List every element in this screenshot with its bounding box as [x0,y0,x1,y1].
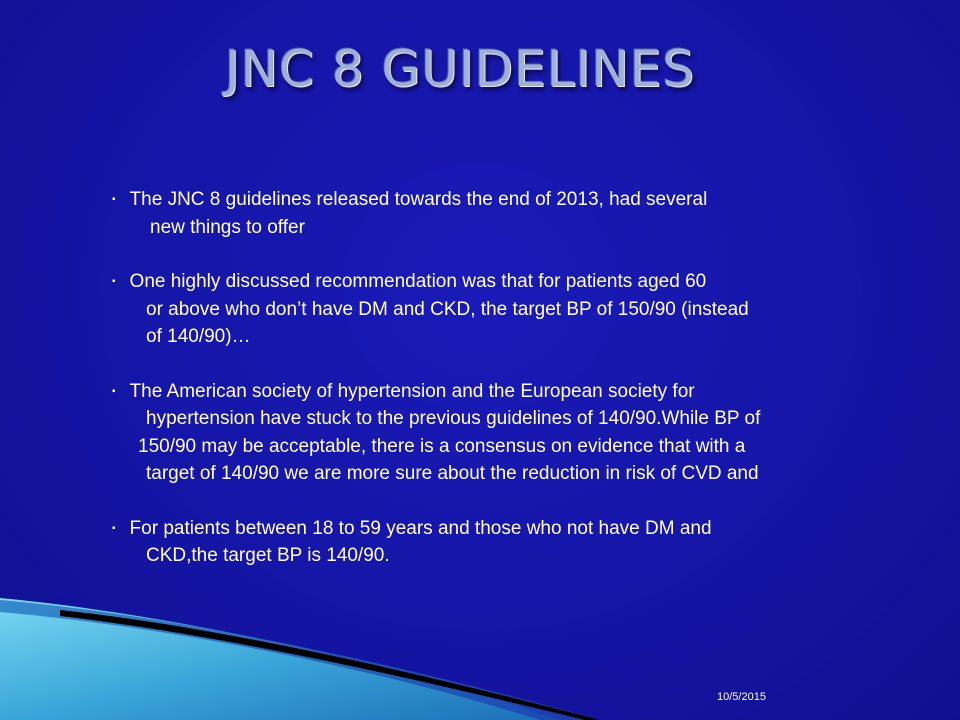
slide-date: 10/5/2015 [717,691,766,703]
paragraph-line: For patients between 18 to 59 years and those who not have DM and [129,517,712,539]
square-bullet-icon: ▪ [112,385,116,397]
paragraph-line: CKD,the target BP is 140/90. [146,545,390,566]
bullet-line [112,186,942,214]
square-bullet-icon: ▪ [112,276,116,287]
slide-body [112,186,942,570]
paragraph-line: The JNC 8 guidelines released towards the end of 2013, had several [129,189,708,210]
square-bullet-icon: ▪ [112,522,116,534]
bullet-line [112,378,942,406]
bullet-line [112,268,942,296]
square-bullet-icon: ▪ [112,194,116,205]
bullet-paragraph [112,378,942,488]
paragraph-line: 150/90 may be acceptable, there is a consensus on evidence that with a [138,435,746,457]
bullet-paragraph [112,268,942,351]
paragraph-line: The American society of hypertension and the European society for [129,380,695,402]
paragraph-line: hypertension have stuck to the previous guidelines of 140/90.While BP of [146,408,761,429]
paragraph-line: One highly discussed recommendation was that for patients aged 60 [129,271,707,292]
paragraph-line: or above who don’t have DM and CKD, the target BP of 150/90 (instead [146,298,749,320]
paragraph-line: of 140/90)… [146,326,251,347]
bullet-paragraph [112,186,942,241]
bullet-line [112,515,942,543]
slide-title: JNC 8 GUIDELINES [224,40,696,98]
bullet-paragraph [112,515,942,570]
paragraph-line: target of 140/90 we are more sure about the reduction in risk of CVD and [146,463,759,484]
paragraph-line: new things to offer [150,216,305,238]
